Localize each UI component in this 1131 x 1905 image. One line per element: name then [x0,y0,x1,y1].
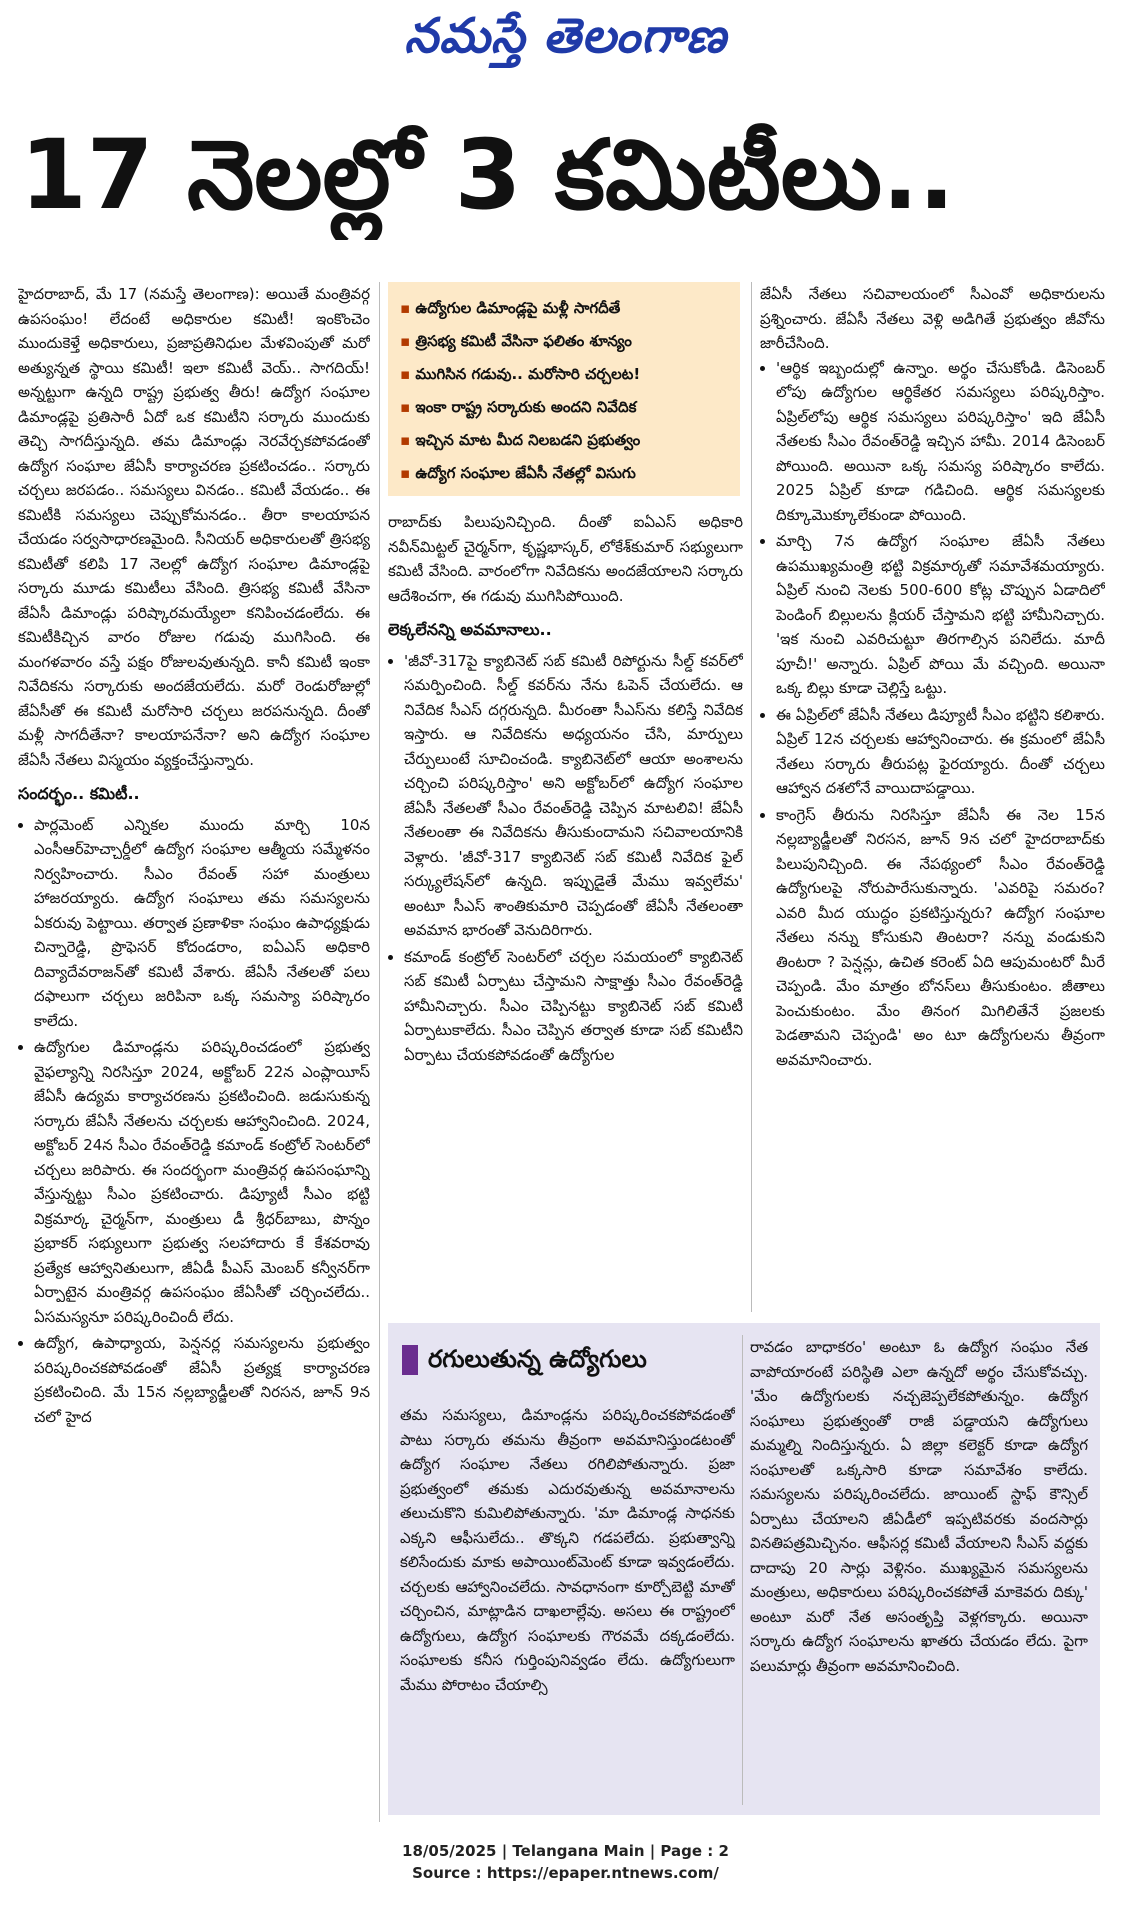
highlight-item: ▪ ఉద్యోగుల డిమాండ్లపై మళ్లీ సాగదీతే [400,292,730,325]
list-item: • 'ఆర్థిక ఇబ్బందుల్లో ఉన్నాం. అర్థం చేసుకోండి. డిసెంబర్ లోపు ఉద్యోగుల ఆర్థికేతర సమస్యలు పరిష్కరిస్తాం. ఏప్రిల్‌లోపు ఆర్థిక సమస్యలు పరిష్కరిస్తాం' ఇది జేఏసీ నేతలకు సీఎం రేవంత్‌రెడ్డి ఇచ్చిన హామీ. 2014 డిసెంబర్ పోయింది. అయినా ఒక్క సమస్య పరిష్కారం కాలేదు. 2025 ఏప్రిల్ కూడా గడిచింది. ఆర్థిక సమస్యలకు దిక్కూమొక్కూలేకుండా పోయింది. [776,356,1105,528]
column-divider [379,282,380,1822]
panel-divider [742,1335,743,1805]
column-divider [751,282,752,1312]
subhead-context: సందర్భం.. కమిటీ.. [18,784,140,803]
context-list [18,813,370,1430]
list-item: • ఈ ఏప్రిల్‌లో జేఏసీ నేతలు డిప్యూటీ సీఎం భట్టిని కలిశారు. ఏప్రిల్ 12న చర్చలకు ఆహ్వానించారు. ఈ క్రమంలో జేఏసీ నేతలు సర్కారు తీరుపట్ల ఫైరయ్యారు. దీంతో చర్చలు ఆహ్వాన దశలోనే వాయిదాపడ్డాయి. [776,703,1105,801]
sidebar-panel [388,1323,1100,1815]
highlight-item: ▪ ఉద్యోగ సంఘాల జేఏసీ నేతల్లో విసుగు [400,457,730,490]
footer-source: Source : https://epaper.ntnews.com/ [412,1864,719,1882]
continued-paragraph: రాబాద్‌కు పిలుపునిచ్చింది. దీంతో ఐఏఎస్ అధికారి నవీన్‌మిట్టల్ చైర్మన్‌గా, కృష్ణభాస్కర్, లోకేశ్‌కుమార్ సభ్యులుగా కమిటీ వేసింది. వారంలోగా నివేదికను అందజేయాలని సర్కారు ఆదేశించగా, ఈ గడువు ముగిసిపోయింది. [388,513,743,605]
intro-paragraph: హైదరాబాద్, మే 17 (నమస్తే తెలంగాణ): అయితే మంత్రివర్గ ఉపసంఘం! లేదంటే అధికారుల కమిటీ! ఇంకొంచెం ముందుకెళ్తే అధికారులు, ప్రజాప్రతినిధుల మేళవింపుతో మరో అత్యున్నత స్థాయి కమిటీ! ఇలా కమిటీ వెయ్.. సాగదియ్! అన్నట్టుగా ఉన్నది రాష్ట్ర ప్రభుత్వ తీరు! ఉద్యోగ సంఘాల డిమాండ్లపై ప్రతిసారీ ఏదో ఒక కమిటీని సర్కారు ముందుకు తెచ్చి సాగదీస్తున్నది. తమ డిమాండ్లు నెరవేర్చకపోవడంతో ఉద్యోగ సంఘాల జేఏసీ కార్యాచరణ ప్రకటించడం.. సర్కారు చర్చలు జరపడం.. సమస్యలు వినడం.. కమిటీ వేయడం.. ఈ కమిటీకి సమస్యలు చెప్పుకోమనడం.. తీరా కాలయాపన చేయడం సర్వసాధారణమైంది. సీనియర్ అధికారులతో త్రిసభ్య కమిటీతో కలిపి 17 నెలల్లో ఉద్యోగ సంఘాల డిమాండ్లపై సర్కారు మూడు కమిటీలు వేసింది. త్రిసభ్య కమిటీ వేసినా జేఏసీ డిమాండ్లు పరిష్కారమయ్యేలా కనిపించడంలేదు. ఈ కమిటీకిచ్చిన వారం రోజుల గడువు ముగిసింది. ఈ మంగళవారం వస్తే పక్షం రోజులవుతున్నది. కానీ కమిటీ ఇంకా నివేదికను సర్కారుకు అందజేయలేదు. మరో రెండురోజుల్లో జేఏసీతో ఈ కమిటీ మరోసారి చర్చలు జరపనున్నది. దీంతో మళ్లీ సాగదీతేనా? కాలయాపనేనా? అని ఉద్యోగ సంఘాల జేఏసీ నేతలు విస్మయం వ్యక్తంచేస్తున్నారు. [18,285,370,769]
panel-bar-icon [402,1345,418,1375]
highlight-item: ▪ ముగిసిన గడువు.. మరోసారి చర్చలట! [400,358,730,391]
list-item: • 'జీవో-317పై క్యాబినెట్ సబ్ కమిటీ రిపోర్టును సీల్డ్ కవర్‌లో సమర్పించింది. సీల్డ్ కవర్‌ను నేను ఓపెన్ చేయలేదు. ఆ నివేదిక సీఎస్ దగ్గరున్నది. మీరంతా సీఎస్‌ను కలిస్తే నివేదిక ఇస్తారు. ఆ నివేదికను అధ్యయనం చేసి, మార్పులు చేర్పులుంటే సూచించండి. క్యాబినెట్‌లో ఆయా అంశాలను చర్చించి పరిష్కరిస్తాం' అని అక్టోబర్‌లో ఉద్యోగ సంఘాల జేఏసీ నేతలతో సీఎం రేవంత్‌రెడ్డి చెప్పిన మాటలివి! జేఏసీ నేతలంతా ఈ నివేదికను తీసుకుందామని సచివాలయానికి వెళ్లారు. 'జీవో-317 క్యాబినెట్ సబ్ కమిటీ నివేదిక ఫైల్ సర్క్యులేషన్‌లో ఉన్నది. ఇప్పుడైతే మేము ఇవ్వలేమ' అంటూ సీఎస్ శాంతికుమారి చెప్పడంతో జేఏసీ నేతలంతా అవమాన భారంతో వెనుదిరిగారు. [404,649,743,943]
list-item: • పార్లమెంట్ ఎన్నికల ముందు మార్చి 10న ఎంసీఆర్‌హెచ్చార్డీలో ఉద్యోగ సంఘాల ఆత్మీయ సమ్మేళనం నిర్వహించారు. సీఎం రేవంత్ సహా మంత్రులు హాజరయ్యారు. ఉద్యోగ సంఘాలు తమ సమస్యలను ఏకరువు పెట్టాయి. తర్వాత ప్రణాళికా సంఘం ఉపాధ్యక్షుడు చిన్నారెడ్డి, ప్రొఫెసర్ కోదండరాం, ఐఏఎస్ అధికారి దివ్యాదేవరాజన్‌తో కమిటీ వేశారు. జేఏసీ నేతలతో పలు దఫాలుగా చర్చలు జరిపినా ఒక్క సమస్యా పరిష్కారం కాలేదు. [34,813,370,1034]
subhead-insults: లెక్కలేనన్ని అవమానాలు.. [388,620,552,639]
highlight-item: ▪ ఇంకా రాష్ట్ర సర్కారుకు అందని నివేదిక [400,391,730,424]
highlight-item: ▪ త్రిసభ్య కమిటీ వేసినా ఫలితం శూన్యం [400,325,730,358]
column-2 [388,510,743,1290]
panel-title-text: రగులుతున్న ఉద్యోగులు [428,1345,647,1373]
column-3 [760,282,1105,1307]
column-1 [18,282,370,1827]
insults-list [388,649,743,1068]
list-item: • ఉద్యోగ, ఉపాధ్యాయ, పెన్షనర్ల సమస్యలను ప్రభుత్వం పరిష్కరించకపోవడంతో జేఏసీ ప్రత్యక్ష కార్యాచరణ ప్రకటించింది. మే 15న నల్లబ్యాడ్జీలతో నిరసన, జూన్ 9న చలో హైద [34,1331,370,1429]
panel-right-text: రావడం బాధాకరం' అంటూ ఓ ఉద్యోగ సంఘం నేత వాపోయారంటే పరిస్థితి ఎలా ఉన్నదో అర్థం చేసుకోవచ్చు. 'మేం ఉద్యోగులకు నచ్చజెప్పలేకపోతున్నం. ఉద్యోగ సంఘాలు ప్రభుత్వంతో రాజీ పడ్డాయని ఉద్యోగులు మమ్మల్ని నిందిస్తున్నరు. ఏ జిల్లా కలెక్టర్ కూడా ఉద్యోగ సంఘాలతో ఒక్కసారి కూడా సమావేశం కాలేదు. సమస్యలను పరిష్కరించలేదు. జాయింట్ స్టాఫ్ కౌన్సిల్ ఏర్పాటు చేయాలని జీఏడీలో ఇప్పటివరకు వందసార్లు వినతిపత్రమిచ్చినం. ఆఫీసర్ల కమిటీ వేయాలని సీఎస్ వద్దకు దాదాపు 20 సార్లు వెళ్లినం. ముఖ్యమైన సమస్యలను మంత్రులు, అధికారులు పరిష్కరించకపోతే మాకెవరు దిక్కు' అంటూ మరో నేత అసంతృప్తి వెళ్లగక్కారు. అయినా సర్కారు ఉద్యోగ సంఘాలను ఖాతరు చేయడం లేదు. పైగా పలుమార్లు తీవ్రంగా అవమానించింది. [750,1338,1088,1675]
headline: 17 నెలల్లో 3 కమిటీలు.. [20,120,955,231]
footer [0,1840,1131,1884]
list-item: • కాంగ్రెస్ తీరును నిరసిస్తూ జేఏసీ ఈ నెల 15న నల్లబ్యాడ్జీలతో నిరసన, జూన్ 9న చలో హైదరాబాద్‌కు పిలుపునిచ్చింది. ఈ నేపథ్యంలో సీఎం రేవంత్‌రెడ్డి ఉద్యోగులపై నోరుపారేసుకున్నారు. 'ఎవరిపై సమరం? ఎవరి మీద యుద్ధం ప్రకటిస్తున్నరు? ఉద్యోగ సంఘాల నేతలు నన్ను కోసుకుని తింటరా? నన్ను వండుకుని తింటరా ? పెన్షన్లు, ఉచిత కరెంట్ ఏది ఆపుమంటరో మీరే చెప్పండి. మేం మాత్రం బోనస్‌లు తీసుకుంటం. జీతాలు పెంచుకుంటం. మేం తినంగ మిగిలితేనే ప్రజలకు పెడతామని చెప్పండి' అం టూ ఉద్యోగులను తీవ్రంగా అవమానించారు. [776,803,1105,1073]
panel-title [402,1345,647,1379]
list-item: • ఉద్యోగుల డిమాండ్లను పరిష్కరించడంలో ప్రభుత్వ వైఫల్యాన్ని నిరసిస్తూ 2024, అక్టోబర్ 22న ఎంప్లాయీస్ జేఏసీ ఉద్యమ కార్యాచరణను ప్రకటించింది. జడుసుకున్న సర్కారు జేఏసీ నేతలను చర్చలకు ఆహ్వానించింది. 2024, అక్టోబర్ 24న సీఎం రేవంత్‌రెడ్డి కమాండ్ కంట్రోల్ సెంటర్‌లో చర్చలు జరిపారు. ఈ సందర్భంగా మంత్రివర్గ ఉపసంఘాన్ని వేస్తున్నట్టు సీఎం ప్రకటించారు. డిప్యూటీ సీఎం భట్టి విక్రమార్క చైర్మన్‌గా, మంత్రులు డీ శ్రీధర్‌బాబు, పొన్నం ప్రభాకర్ సభ్యులుగా ప్రభుత్వ సలహాదారు కే కేశవరావు ప్రత్యేక ఆహ్వానితులుగా, జీఏడీ పీఎస్ మెంబర్ కన్వీనర్‌గా ఏర్పాటైన మంత్రివర్గ ఉపసంఘం జేఏసీతో చర్చించలేదు.. ఏసమస్యనూ పరిష్కరించిందీ లేదు. [34,1035,370,1329]
promises-list [760,356,1105,1073]
continued-paragraph: జేఏసీ నేతలు సచివాలయంలో సీఎంవో అధికారులను ప్రశ్నించారు. జేఏసీ నేతలు వెళ్లి అడిగితే ప్రభుత్వం జీవోను జారీచేసింది. [760,285,1105,352]
panel-left-text: తమ సమస్యలు, డిమాండ్లను పరిష్కరించకపోవడంతో పాటు సర్కారు తమను తీవ్రంగా అవమానిస్తుండటంతో ఉద్యోగ సంఘాల నేతలు రగిలిపోతున్నారు. ప్రజా ప్రభుత్వంలో తమకు ఎదురవుతున్న అవమానాలను తలుచుకొని కుమిలిపోతున్నారు. 'మా డిమాండ్ల సాధనకు ఎక్కని ఆఫీసులేదు.. తొక్కని గడపలేదు. ప్రభుత్వాన్ని కలిసేందుకు మాకు అపాయింట్‌మెంట్ కూడా ఇవ్వడంలేదు. చర్చలకు ఆహ్వానించలేదు. సావధానంగా కూర్చోబెట్టి మాతో చర్చించిన, మాట్లాడిన దాఖలాల్లేవు. అసలు ఈ రాష్ట్రంలో ఉద్యోగులు, ఉద్యోగ సంఘాలకు గౌరవమే దక్కడంలేదు. సంఘాలకు కనీస గుర్తింపునివ్వడం లేదు. ఉద్యోగులుగా మేము పోరాటం చేయాల్సి [400,1406,735,1694]
masthead [0,8,1131,76]
list-item: • మార్చి 7న ఉద్యోగ సంఘాల జేఏసీ నేతలు ఉపముఖ్యమంత్రి భట్టి విక్రమార్కతో సమావేశమయ్యారు. ఏప్రిల్ నుంచి నెలకు 500-600 కోట్ల చొప్పున ఏడాదిలో పెండింగ్ బిల్లులను క్లియర్ చేస్తామని భట్టి హామీనిచ్చారు. 'ఇక నుంచి ఎవరిచుట్టూ తిరగాల్సిన పనిలేదు. మాదీ పూచీ!' అన్నారు. ఏప్రిల్ పోయి మే వచ్చింది. అయినా ఒక్క బిల్లు కూడా చెల్లిస్తే ఒట్టు. [776,529,1105,701]
masthead-title: నమస్తే తెలంగాణ [404,8,727,64]
list-item: • కమాండ్ కంట్రోల్ సెంటర్‌లో చర్చల సమయంలో క్యాబినెట్ సబ్ కమిటీ ఏర్పాటు చేస్తామని సాక్షాత్తు సీఎం రేవంత్‌రెడ్డి హామీనిచ్చారు. సీఎం చెప్పినట్టు క్యాబినెట్ సబ్ కమిటీ ఏర్పాటుకాలేదు. సీఎం చెప్పిన తర్వాత కూడా సబ్ కమిటీని ఏర్పాటు చేయకపోవడంతో ఉద్యోగుల [404,945,743,1068]
highlight-item: ▪ ఇచ్చిన మాట మీద నిలబడని ప్రభుత్వం [400,424,730,457]
highlights-box [388,282,740,496]
footer-date: 18/05/2025 | Telangana Main | Page : 2 [402,1842,729,1860]
